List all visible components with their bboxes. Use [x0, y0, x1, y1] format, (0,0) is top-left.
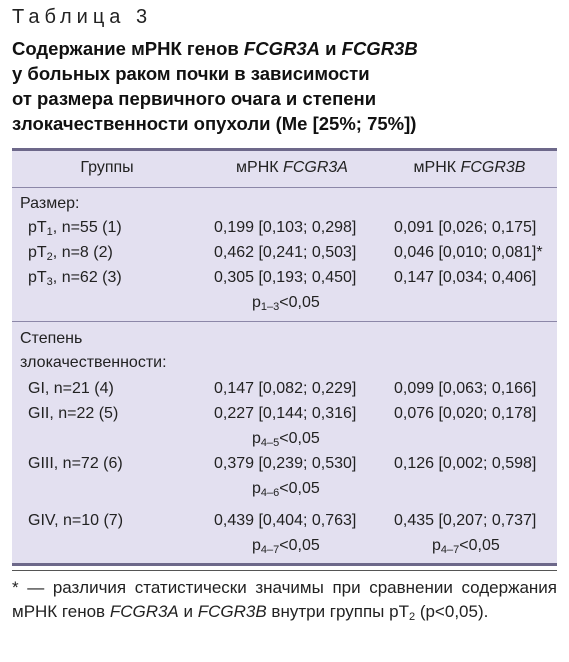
row-pt3-fcgr3b: 0,147 [0,034; 0,406] — [394, 269, 537, 286]
header-prefix: мРНК — [236, 159, 284, 176]
table-header — [12, 151, 557, 187]
header-prefix: мРНК — [413, 159, 461, 176]
header-groups: Группы — [80, 159, 134, 176]
row-gi-group: GI, n=21 (4) — [28, 380, 114, 397]
p-subscript: 4–6 — [260, 487, 280, 499]
p-prefix: p — [432, 537, 441, 554]
footnote — [12, 576, 557, 624]
p-subscript: 4–7 — [260, 544, 280, 556]
p-value-4-7-fcgr3b — [432, 537, 500, 555]
p-suffix: <0,05 — [279, 294, 320, 311]
p-subscript: 4–5 — [260, 437, 280, 449]
section-grade-label-line2: злокачественности: — [20, 354, 167, 371]
p-suffix: <0,05 — [279, 537, 320, 554]
section-separator — [12, 321, 557, 322]
group-prefix: pT — [28, 219, 47, 236]
footnote-text: и — [178, 602, 198, 621]
p-value-4-7-fcgr3a — [252, 537, 320, 555]
footnote-rule — [12, 570, 557, 571]
row-giii-fcgr3b: 0,126 [0,002; 0,598] — [394, 455, 537, 472]
title-line-2: у больных раком почки в зависимости — [12, 63, 370, 84]
row-giii-fcgr3a: 0,379 [0,239; 0,530] — [214, 455, 357, 472]
row-pt2-group — [28, 244, 113, 262]
footnote-text: внутри группы — [266, 602, 390, 621]
row-giv-fcgr3b: 0,435 [0,207; 0,737] — [394, 512, 537, 529]
data-table — [12, 148, 557, 566]
row-gii-group: GII, n=22 (5) — [28, 405, 119, 422]
footnote-text: * — различия статистически значимы при сравнении содержания мРНК генов — [12, 578, 557, 621]
row-gii-fcgr3a: 0,227 [0,144; 0,316] — [214, 405, 357, 422]
footnote-gene-fcgr3b: FCGR3B — [197, 602, 267, 621]
table-label: Таблица 3 — [12, 6, 153, 28]
title-gene-fcgr3a: FCGR3A — [243, 38, 320, 59]
p-value-4-6 — [252, 480, 320, 498]
row-pt3-fcgr3a: 0,305 [0,193; 0,450] — [214, 269, 357, 286]
p-prefix: p — [252, 294, 261, 311]
section-grade-label-line1: Степень — [20, 330, 83, 347]
header-fcgr3b — [382, 159, 557, 177]
row-pt3-group — [28, 269, 122, 287]
p-suffix: <0,05 — [279, 430, 320, 447]
row-giv-fcgr3a: 0,439 [0,404; 0,763] — [214, 512, 357, 529]
p-prefix: p — [252, 480, 261, 497]
p-prefix: p — [252, 537, 261, 554]
row-pt1-fcgr3a: 0,199 [0,103; 0,298] — [214, 219, 357, 236]
group-subscript: 1 — [46, 226, 53, 238]
p-prefix: p — [252, 430, 261, 447]
title-gene-fcgr3b: FCGR3B — [341, 38, 418, 59]
row-pt2-fcgr3b: 0,046 [0,010; 0,081]* — [394, 244, 543, 261]
header-separator — [12, 187, 557, 188]
row-pt1-group — [28, 219, 122, 237]
footnote-group-subscript: 2 — [408, 611, 416, 623]
group-suffix: , n=8 (2) — [52, 244, 113, 261]
row-gii-fcgr3b: 0,076 [0,020; 0,178] — [394, 405, 537, 422]
p-suffix: <0,05 — [459, 537, 500, 554]
title-line-3: от размера первичного очага и степени — [12, 88, 377, 109]
title-line-1 — [12, 36, 557, 61]
footnote-gene-fcgr3a: FCGR3A — [109, 602, 179, 621]
p-value-4-5 — [252, 430, 320, 448]
title-line-4: злокачественности опухоли (Me [25%; 75%]) — [12, 113, 417, 134]
group-subscript: 2 — [46, 251, 53, 263]
p-subscript: 1–3 — [260, 301, 280, 313]
header-gene: FCGR3A — [283, 159, 348, 176]
group-suffix: , n=55 (1) — [52, 219, 122, 236]
row-pt2-fcgr3a: 0,462 [0,241; 0,503] — [214, 244, 357, 261]
table-title — [12, 36, 557, 136]
footnote-text: (p<0,05). — [415, 602, 489, 621]
title-text: и — [319, 38, 342, 59]
group-suffix: , n=62 (3) — [52, 269, 122, 286]
row-gi-fcgr3a: 0,147 [0,082; 0,229] — [214, 380, 357, 397]
row-giii-group: GIII, n=72 (6) — [28, 455, 123, 472]
footnote-group-prefix: pT — [389, 602, 409, 621]
group-prefix: pT — [28, 269, 47, 286]
row-gi-fcgr3b: 0,099 [0,063; 0,166] — [394, 380, 537, 397]
section-size-label: Размер: — [20, 195, 80, 212]
header-gene: FCGR3B — [460, 159, 526, 176]
p-value-1-3 — [252, 294, 320, 312]
group-prefix: pT — [28, 244, 47, 261]
title-text: Содержание мРНК генов — [12, 38, 244, 59]
row-pt1-fcgr3b: 0,091 [0,026; 0,175] — [394, 219, 537, 236]
p-subscript: 4–7 — [440, 544, 460, 556]
group-subscript: 3 — [46, 276, 53, 288]
p-suffix: <0,05 — [279, 480, 320, 497]
row-giv-group: GIV, n=10 (7) — [28, 512, 124, 529]
header-fcgr3a — [202, 159, 382, 177]
